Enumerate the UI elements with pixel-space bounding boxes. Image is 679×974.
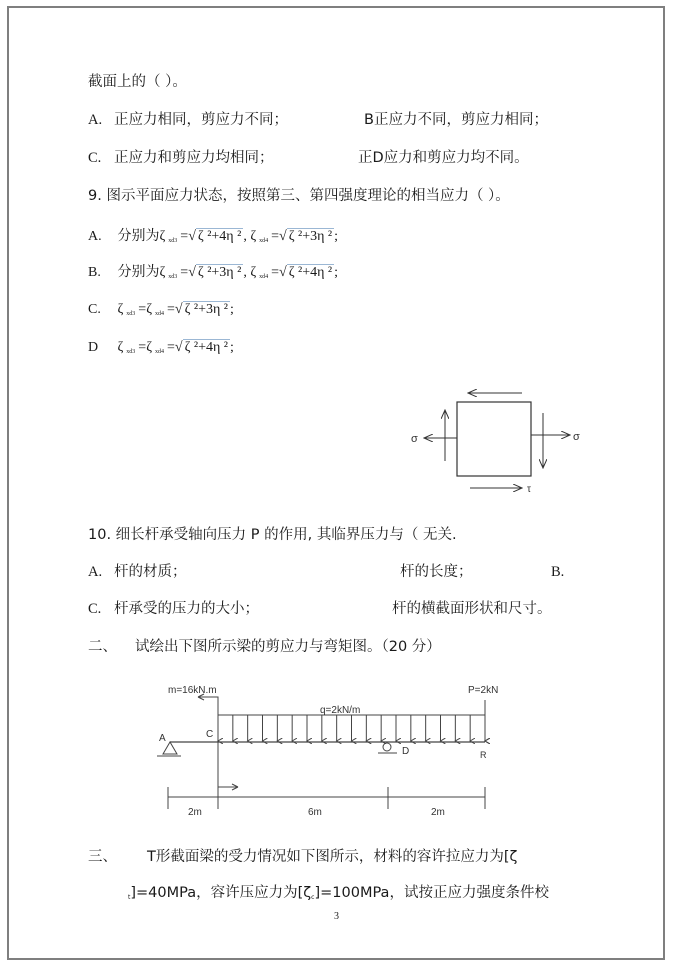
symbol: ζ — [159, 229, 166, 244]
option-label: A. — [88, 112, 103, 128]
q10-option-d: 杆的横截面形状和尺寸。 — [392, 601, 552, 617]
radicand: ζ ²+3η ² — [288, 229, 333, 244]
option-prefix: 分别为 — [117, 264, 160, 280]
subscript: xd4 — [259, 274, 269, 280]
radicand: ζ ²+3η ² — [184, 302, 229, 317]
q8-option-a — [88, 111, 288, 129]
section2-heading — [88, 638, 441, 656]
q10-option-b-label: B. — [551, 564, 565, 580]
separator: , — [243, 229, 251, 244]
point-c-label: C — [206, 729, 214, 740]
equals-sqrt: =√ — [271, 229, 287, 244]
subscript: xd4 — [155, 311, 164, 317]
option-label: A. — [88, 229, 102, 244]
q9-option-a — [88, 227, 338, 250]
equals-symbol: =ζ — [138, 302, 152, 317]
symbol: ζ — [117, 340, 124, 355]
q8-option-b: B正应力不同，剪应力相同； — [364, 112, 548, 128]
terminator: ; — [230, 302, 234, 317]
q9-stem: 9. 图示平面应力状态，按照第三、第四强度理论的相当应力（ ）。 — [88, 188, 510, 204]
option-text: 正应力相同，剪应力不同； — [114, 112, 288, 128]
sigma-label-left: σ — [411, 433, 418, 445]
radicand: ζ ²+4η ² — [184, 340, 229, 355]
option-prefix: 分别为 — [117, 228, 160, 244]
radicand: ζ ²+3η ² — [197, 265, 242, 280]
option-label: C. — [88, 601, 102, 617]
equals-sqrt: =√ — [271, 265, 287, 280]
stress-element-figure — [400, 380, 600, 500]
terminator: ; — [230, 340, 234, 355]
page-number: 3 — [334, 911, 339, 922]
section-number: 二、 — [88, 639, 117, 655]
roller-support-d — [383, 743, 391, 751]
q8-option-c — [88, 149, 274, 167]
equals-sqrt: =√ — [167, 340, 183, 355]
beam-figure — [150, 675, 510, 825]
section-text-line1: T形截面梁的受力情况如下图所示，材料的容许拉应力为[ζ — [147, 849, 518, 865]
option-text: 杆承受的压力的大小； — [114, 601, 259, 617]
sigma-label-right: σ — [573, 431, 580, 443]
equals-sqrt: =√ — [167, 302, 183, 317]
option-label: C. — [88, 150, 102, 166]
equals-symbol: =ζ — [138, 340, 152, 355]
q10-option-a — [88, 563, 187, 581]
moment-label: m=16kN.m — [168, 685, 217, 696]
symbol: ζ — [117, 302, 124, 317]
point-load-label: P=2kN — [468, 685, 499, 696]
point-r-label: R — [480, 750, 487, 760]
symbol: ζ — [159, 265, 166, 280]
subscript-c: c — [311, 894, 315, 901]
terminator: ; — [334, 265, 339, 280]
dim-label-3: 2m — [431, 807, 445, 818]
radicand: ζ ²+4η ² — [197, 229, 242, 244]
dim-label-1: 2m — [188, 807, 202, 818]
q10-stem: 10. 细长杆承受轴向压力 P 的作用, 其临界压力与（ 无关. — [88, 527, 457, 543]
q9-option-d — [88, 339, 234, 361]
subscript: xd4 — [155, 349, 164, 355]
symbol: ζ — [250, 229, 257, 244]
option-text: 正应力和剪应力均相同； — [114, 150, 274, 166]
point-d-label: D — [402, 746, 410, 757]
option-text: 杆的材质； — [114, 564, 187, 580]
section3-line2 — [128, 884, 549, 907]
q10-option-c — [88, 600, 259, 618]
separator: , — [243, 265, 251, 280]
subscript: xd3 — [126, 349, 136, 355]
text-part-2: ]=100MPa，试按正应力强度条件校 — [314, 885, 549, 901]
stress-element-square — [457, 402, 531, 476]
subscript-t: t — [128, 894, 131, 901]
radicand: ζ ²+4η ² — [288, 265, 333, 280]
subscript: xd3 — [168, 238, 178, 244]
distributed-load-arrows — [218, 715, 485, 741]
subscript: xd3 — [168, 274, 178, 280]
subscript: xd4 — [259, 238, 269, 244]
q8-option-d: 正D应力和剪应力均不同。 — [358, 150, 529, 166]
dim-label-2: 6m — [308, 807, 322, 818]
option-label: D — [88, 340, 99, 355]
section3-heading — [88, 848, 517, 866]
q9-option-c — [88, 301, 234, 323]
q10-option-length: 杆的长度； — [400, 564, 473, 580]
section-text: 试绘出下图所示梁的剪应力与弯矩图。（20 分） — [135, 639, 441, 655]
equals-sqrt: =√ — [180, 229, 196, 244]
symbol: ζ — [250, 265, 257, 280]
option-label: A. — [88, 564, 103, 580]
text-part-1: ]=40MPa，容许压应力为[ζ — [130, 885, 312, 901]
tau-label: τ — [527, 484, 531, 495]
load-label: q=2kN/m — [320, 705, 361, 716]
equals-sqrt: =√ — [180, 265, 196, 280]
q8-stem: 截面上的（ ）。 — [88, 74, 187, 90]
option-label: C. — [88, 302, 101, 317]
section-number: 三、 — [88, 849, 117, 865]
point-a-label: A — [159, 733, 166, 744]
q9-option-b — [88, 263, 338, 286]
subscript: xd3 — [126, 311, 136, 317]
option-label: B. — [88, 265, 101, 280]
terminator: ; — [334, 229, 339, 244]
